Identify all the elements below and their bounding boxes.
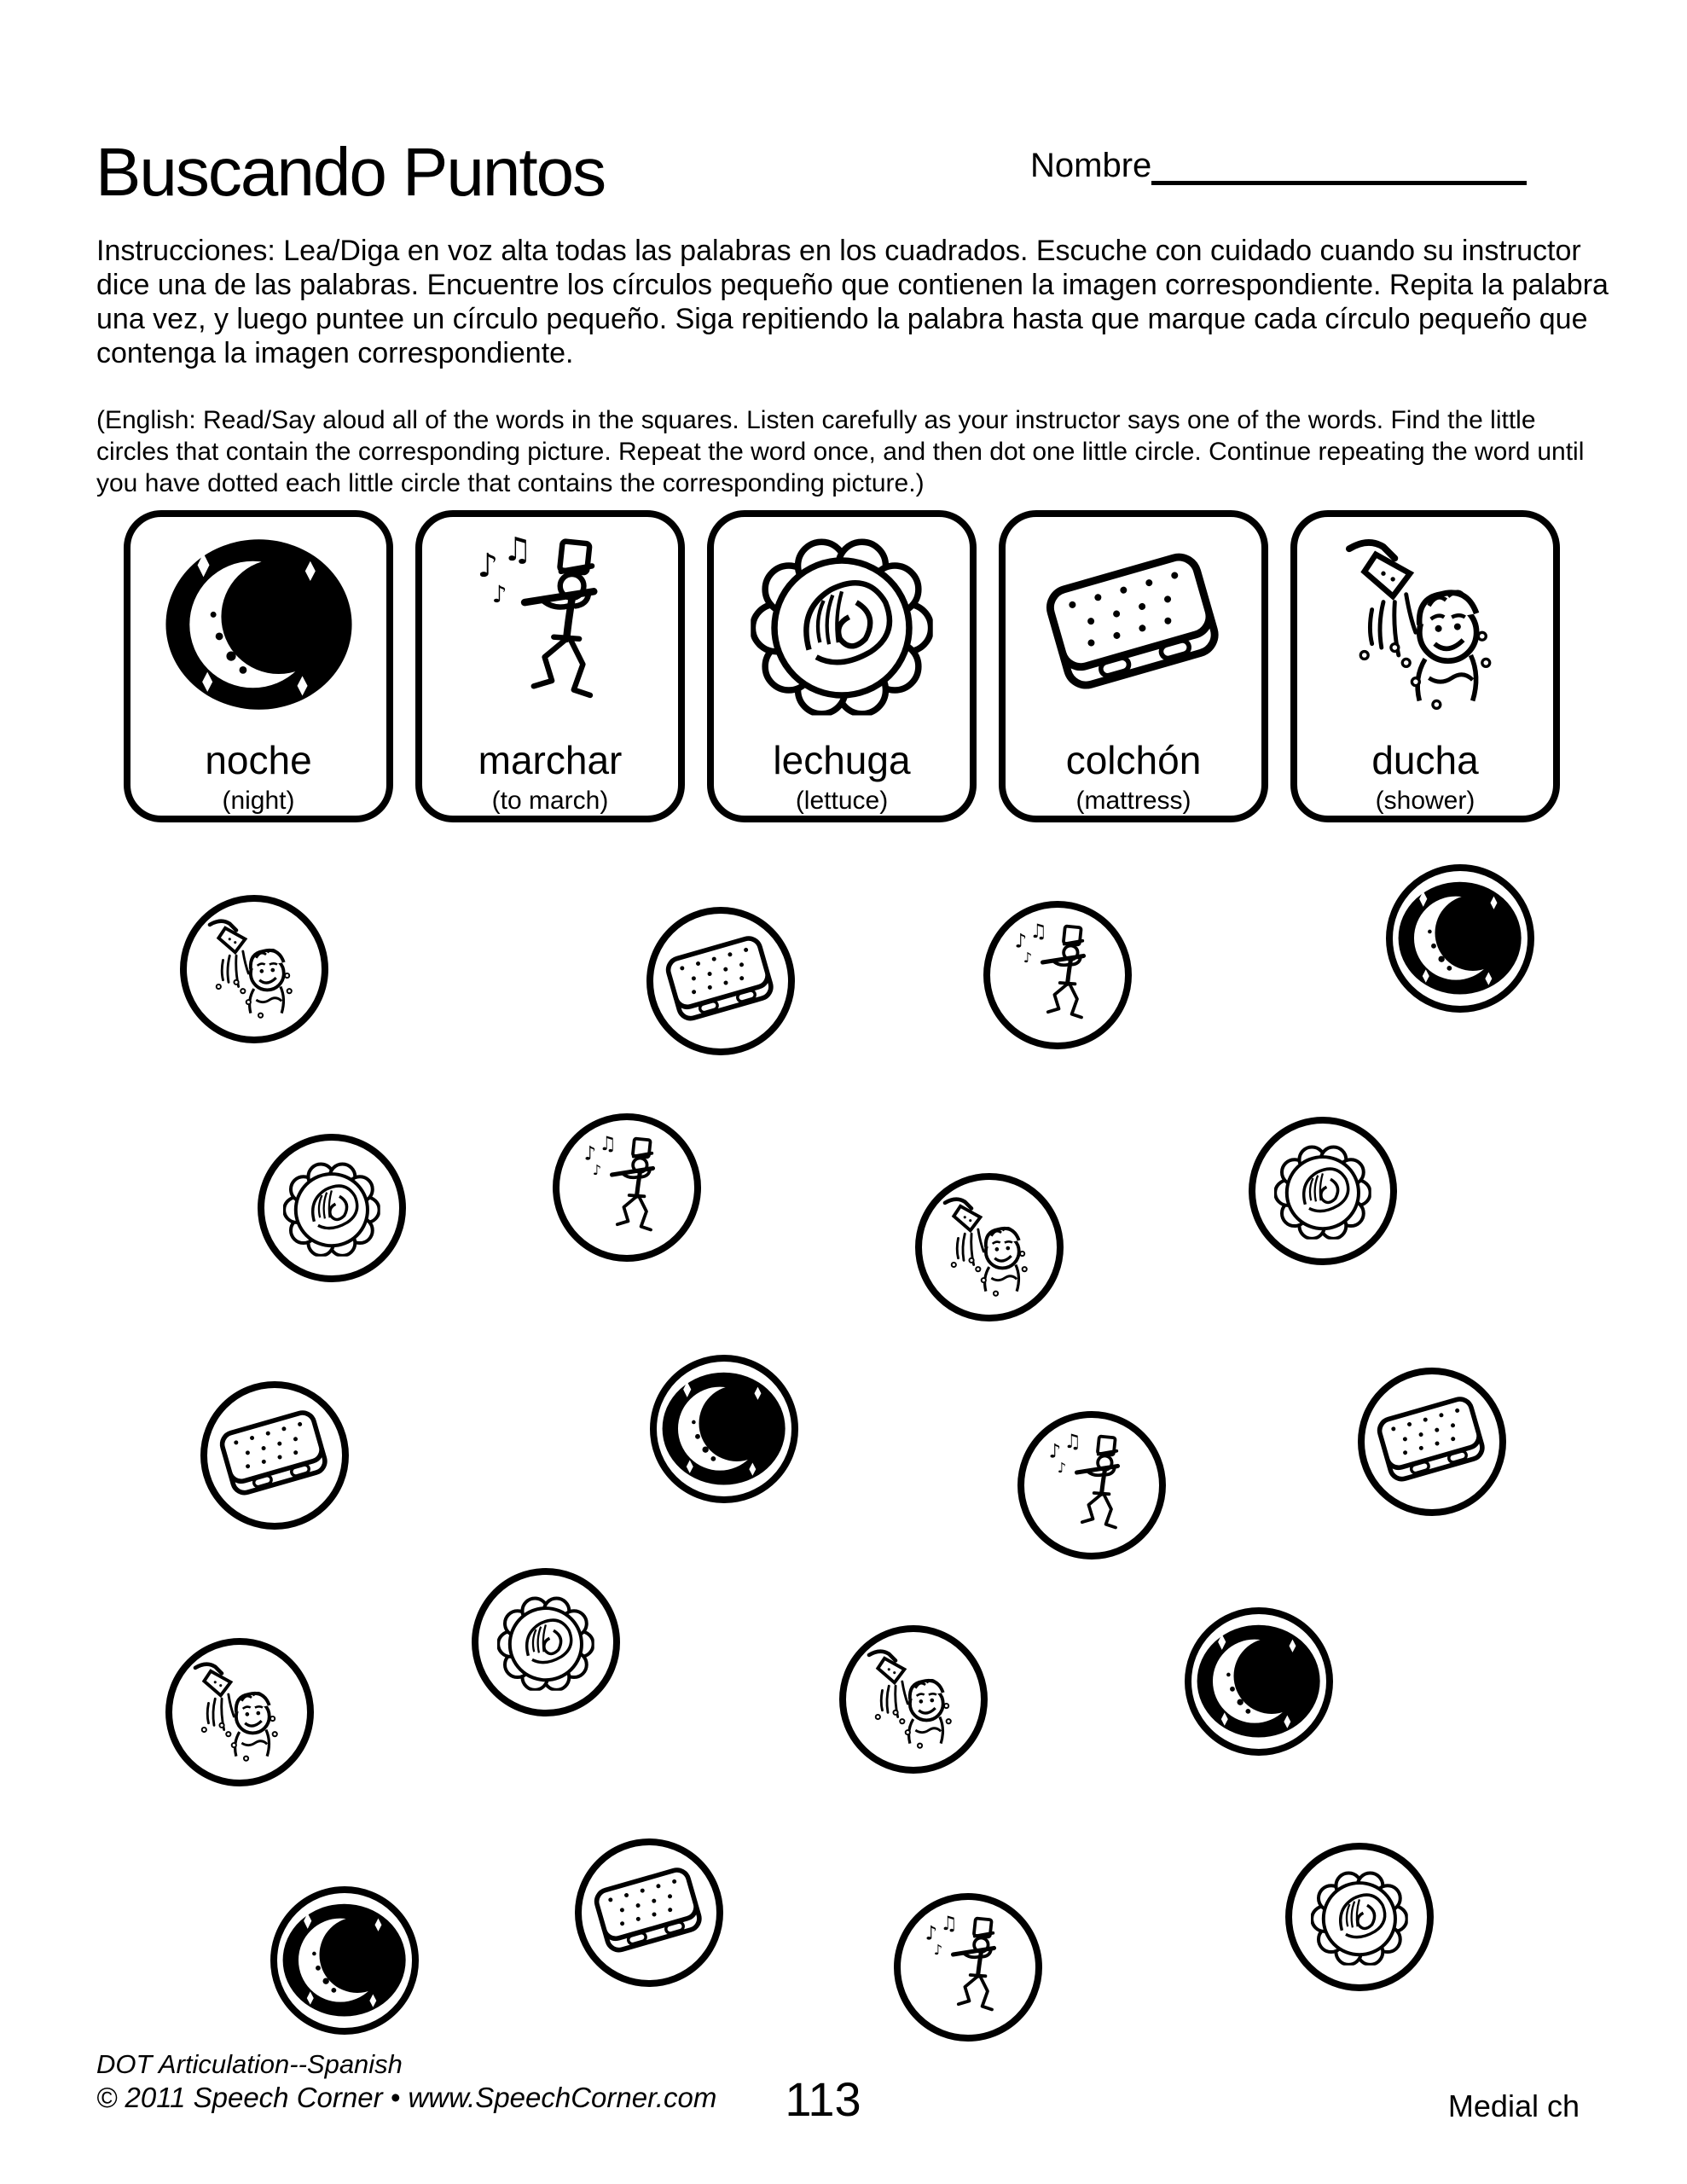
dot-circle-noche[interactable] [270, 1886, 419, 2035]
card-word-label: marchar [478, 738, 623, 782]
ducha-icon [184, 1657, 295, 1768]
dot-circle-ducha[interactable] [839, 1625, 988, 1774]
dot-circle-colchon[interactable] [575, 1838, 723, 1987]
noche-icon [1193, 1616, 1324, 1746]
dot-circle-colchon[interactable] [1358, 1368, 1506, 1516]
marchar-icon [1004, 921, 1111, 1029]
card-english-label: (shower) [1375, 787, 1475, 815]
dot-circle-noche[interactable] [1185, 1607, 1333, 1756]
dot-circle-marchar[interactable] [983, 901, 1132, 1049]
card-word-label: colchón [1065, 738, 1202, 782]
noche-icon [279, 1895, 409, 2025]
dot-circle-lechuga[interactable] [1249, 1117, 1397, 1265]
card-word-label: lechuga [773, 738, 911, 782]
instructions-english: (English: Read/Say aloud all of the words in the squares. Listen carefully as your instructor says one of the words. Find the little circles that contain the corresponding picture. Repeat the word once, and then dot one little circle. Continue repeating the word until you have dotted each little circle that contains the corresponding picture.) [96, 406, 1585, 497]
dot-circle-colchon[interactable] [200, 1381, 349, 1530]
colchon-icon [1013, 530, 1254, 720]
marchar-icon [1038, 1432, 1145, 1539]
dot-circle-marchar[interactable] [553, 1113, 701, 1262]
card-english-label: (mattress) [1075, 787, 1191, 815]
dot-circle-lechuga[interactable] [472, 1568, 620, 1716]
card-lechuga [707, 510, 977, 822]
footer-series-title: DOT Articulation--Spanish [96, 2049, 403, 2079]
marchar-icon [914, 1914, 1022, 2021]
lechuga-icon [497, 1594, 594, 1691]
dot-circle-lechuga[interactable] [1285, 1843, 1434, 1991]
colchon-icon [215, 1396, 333, 1514]
dot-circle-noche[interactable] [650, 1355, 798, 1503]
card-english-label: (to march) [491, 787, 609, 815]
lechuga-icon [283, 1159, 380, 1257]
footer-copyright: © 2011 Speech Corner • www.SpeechCorner.com [96, 2082, 717, 2113]
lechuga-icon [1311, 1868, 1408, 1966]
name-label: Nombre [1030, 147, 1152, 184]
card-picture [714, 517, 970, 723]
colchon-icon [589, 1853, 708, 1972]
card-marchar [415, 510, 685, 822]
dot-circle-lechuga[interactable] [258, 1134, 406, 1282]
lechuga-icon [739, 533, 944, 715]
instructions-spanish: Instrucciones: Lea/Diga en voz alta todas las palabras en los cuadrados. Escuche con cuidado cuando su instructor dice una de las palabras. Encuentre los círculos pequeño que contienen la imagen correspondiente. Repita la palabra una vez, y luego puntee un círculo pequeño. Siga repitiendo la palabra hasta que marque cada círculo pequeño que contenga la imagen correspondiente. [96, 235, 1609, 369]
dot-circle-colchon[interactable] [646, 907, 795, 1055]
dot-circle-ducha[interactable] [180, 895, 328, 1043]
dot-circle-marchar[interactable] [1017, 1411, 1166, 1560]
ducha-icon [199, 914, 310, 1025]
footer-target-sound: Medial ch [1447, 2088, 1580, 2123]
noche-icon [135, 526, 383, 723]
page-title: Buscando Puntos [96, 133, 606, 210]
card-picture [1297, 517, 1553, 723]
ducha-icon [934, 1192, 1045, 1303]
footer-page-number: 113 [785, 2072, 861, 2126]
card-english-label: (night) [222, 787, 295, 815]
card-noche [124, 510, 393, 822]
ducha-icon [858, 1644, 969, 1755]
name-field [1030, 143, 1527, 185]
card-picture [422, 517, 678, 723]
dot-circle-marchar[interactable] [894, 1893, 1042, 2042]
dot-circle-noche[interactable] [1386, 864, 1534, 1013]
card-picture [1006, 517, 1261, 723]
card-picture [130, 517, 386, 723]
colchon-icon [1372, 1382, 1491, 1501]
card-english-label: (lettuce) [795, 787, 889, 815]
marchar-icon [448, 533, 652, 715]
noche-icon [658, 1363, 789, 1494]
card-word-label: noche [205, 738, 312, 782]
name-input-line[interactable] [1151, 143, 1527, 185]
card-ducha [1290, 510, 1560, 822]
dot-circle-ducha[interactable] [915, 1173, 1064, 1321]
card-word-label: ducha [1371, 738, 1479, 782]
marchar-icon [573, 1134, 681, 1241]
word-cards-row [124, 510, 1560, 822]
card-colchon [999, 510, 1268, 822]
dot-circle-ducha[interactable] [165, 1638, 314, 1786]
lechuga-icon [1274, 1142, 1371, 1240]
ducha-icon [1313, 530, 1538, 720]
noche-icon [1394, 873, 1525, 1003]
colchon-icon [661, 921, 780, 1040]
